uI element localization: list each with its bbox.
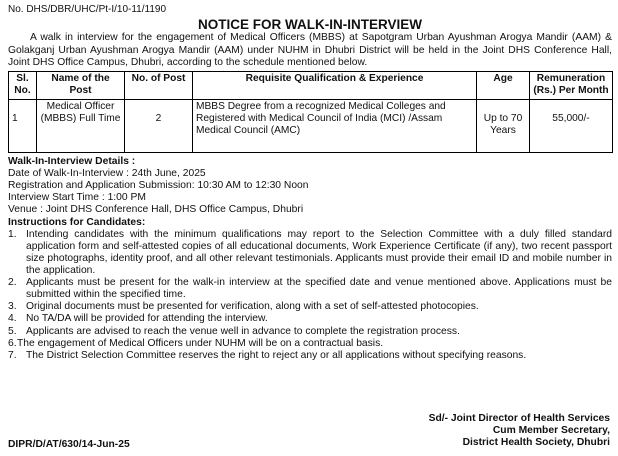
table-row (9, 99, 613, 152)
list-item: 7. The District Selection Committee reserves the right to reject any or all applications without specifying reasons. (8, 349, 527, 361)
registration-time: Registration and Application Submission: 10:30 AM to 12:30 Noon (8, 180, 309, 192)
header-sl-no: Sl. No. (9, 72, 37, 100)
header-qualification: Requisite Qualification & Experience (193, 72, 477, 100)
cell-qualification: MBBS Degree from a recognized Medical Colleges and Registered with Medical Council of India (MCI) /Assam Medical Council (AMC) (193, 99, 477, 152)
header-post-count: No. of Post (125, 72, 193, 100)
interview-date: Date of Walk-In-Interview : 24th June, 2025 (8, 167, 206, 179)
dipr-code: DIPR/D/AT/630/14-Jun-25 (8, 439, 130, 450)
list-item: 3. Original documents must be presented for verification, along with a set of self-attested photocopies. (8, 301, 479, 313)
intro-paragraph: A walk in interview for the engagement of Medical Officers (MBBS) at Sapotgram Urban Ayushman Arogya Mandir (AAM) & Golakganj Urban Ayushman Arogya Mandir (AAM) under NUHM in Dhubri District will be held in the Joint DHS Conference Hall, Joint DHS Office Campus, Dhubri, according to the schedule mentioned below. (8, 32, 612, 68)
reference-number: No. DHS/DBR/UHC/Pt-I/10-11/1190 (8, 4, 167, 15)
table-header-row (9, 72, 613, 100)
interview-details (8, 156, 612, 229)
details-heading: Walk-In-Interview Details : (8, 155, 136, 167)
interview-start-time: Interview Start Time : 1:00 PM (8, 192, 146, 204)
signature-block (429, 413, 610, 450)
cell-age: Up to 70 Years (477, 99, 530, 152)
signature-line-2: Cum Member Secretary, (492, 425, 610, 437)
list-item: 5. Applicants are advised to reach the venue well in advance to complete the registration process. (8, 325, 460, 337)
cell-post-count: 2 (125, 99, 193, 152)
notice-title: NOTICE FOR WALK-IN-INTERVIEW (198, 17, 422, 33)
instructions-list (8, 229, 612, 362)
header-age: Age (477, 72, 530, 100)
cell-sl-no: 1 (9, 99, 37, 152)
interview-venue: Venue : Joint DHS Conference Hall, DHS Office Campus, Dhubri (8, 204, 304, 216)
list-item: 6. The engagement of Medical Officers under NUHM will be on a contractual basis. (8, 337, 384, 349)
vacancy-table (8, 71, 613, 153)
list-item: 1. Intending candidates with the minimum qualifications may report to the Selection Committee with a duly filled standard application form and self-attested copies of all educational documents, Work Experience Certificate (if any), two recent passport size photographs, identity proof, and all other relevant testimonials. Applicants must provide their email ID and mobile number in the application. (8, 228, 612, 277)
instructions-heading: Instructions for Candidates: (8, 216, 146, 228)
signature-line-3: District Health Society, Dhubri (462, 437, 610, 449)
list-item: 4. No TA/DA will be provided for attending the interview. (8, 313, 268, 325)
header-remuneration: Remuneration (Rs.) Per Month (530, 72, 613, 100)
header-post-name: Name of the Post (37, 72, 125, 100)
cell-remuneration: 55,000/- (530, 99, 613, 152)
cell-post-name: Medical Officer (MBBS) Full Time (37, 99, 125, 152)
list-item: 2. Applicants must be present for the walk-in interview at the specified date and venue mentioned above. Applications must be submitted within the specified time. (8, 277, 612, 301)
signature-line-1: Sd/- Joint Director of Health Services (428, 413, 610, 424)
